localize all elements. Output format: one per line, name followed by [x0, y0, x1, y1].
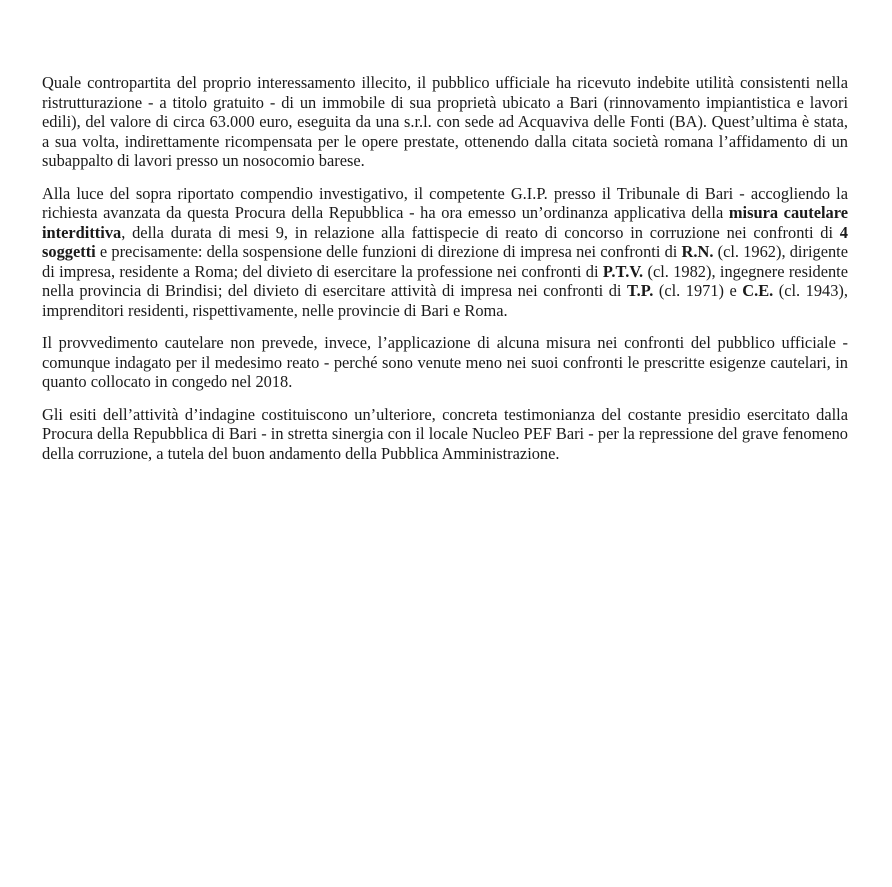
bold-text-run: 4 soggetti [42, 222, 848, 261]
text-run: Alla luce del sopra riportato compendio investigativo, il competente G.I.P. presso il Tribunale di Bari - accogliendo la richiesta avanzata da questa Procura della Repubblica - ha ora emesso un’ordinanza applicativa della [42, 183, 848, 222]
paragraph-3 [42, 333, 848, 392]
bold-text-run: misura cautelare interdittiva [42, 203, 849, 242]
text-run: , della durata di mesi 9, in relazione alla fattispecie di reato di concorso in corruzione nei confronti di [121, 222, 840, 242]
bold-text-run: C.E. [742, 281, 774, 300]
text-run: e precisamente: della sospensione delle funzioni di direzione di impresa nei confronti di [95, 242, 682, 261]
bold-text-run: R.N. [681, 242, 714, 261]
bold-text-run: T.P. [626, 281, 654, 300]
document-body [42, 73, 848, 476]
bold-text-run: P.T.V. [602, 261, 644, 281]
text-run: Il provvedimento cautelare non prevede, invece, l’applicazione di alcuna misura nei confronti del pubblico ufficiale - comunque indagato per il medesimo reato - perché sono venute meno nei suoi confronti le prescritte esigenze cautelari, in quanto collocato in congedo nel 2018. [42, 333, 848, 391]
text-run: Gli esiti dell’attività d’indagine costituiscono un’ulteriore, concreta testimonianza del costante presidio esercitato dalla Procura della Repubblica di Bari - in stretta sinergia con il locale Nucleo PEF Bari - per la repressione del grave fenomeno della corruzione, a tutela del buon andamento della Pubblica Amministrazione. [42, 404, 848, 463]
text-run: (cl. 1982), ingegnere residente nella provincia di Brindisi; del divieto di esercitare attività di impresa nei confronti di [42, 261, 849, 300]
text-run: (cl. 1962), dirigente di impresa, residente a Roma; del divieto di esercitare la professione nei confronti di [42, 242, 848, 281]
text-run: (cl. 1971) e [653, 281, 743, 300]
text-run: Quale contropartita del proprio interessamento illecito, il pubblico ufficiale ha ricevuto indebite utilità consistenti nella ristrutturazione - a titolo gratuito - di un immobile di sua proprietà ubicato a Bari (rinnovamento impiantistica e lavori edili), del valore di circa 63.000 euro, eseguita da una s.r.l. con sede ad Acquaviva delle Fonti (BA). Quest’ultima è stata, a sua volta, indirettamente ricompensata per le opere prestate, ottenendo dalla citata società romana l’affidamento di un subappalto di lavori presso un nosocomio barese. [42, 73, 848, 170]
paragraph-4 [42, 405, 848, 464]
paragraph-1 [42, 73, 848, 171]
text-run: (cl. 1943), imprenditori residenti, rispettivamente, nelle provincie di Bari e Roma. [42, 281, 848, 320]
paragraph-2 [42, 184, 848, 321]
